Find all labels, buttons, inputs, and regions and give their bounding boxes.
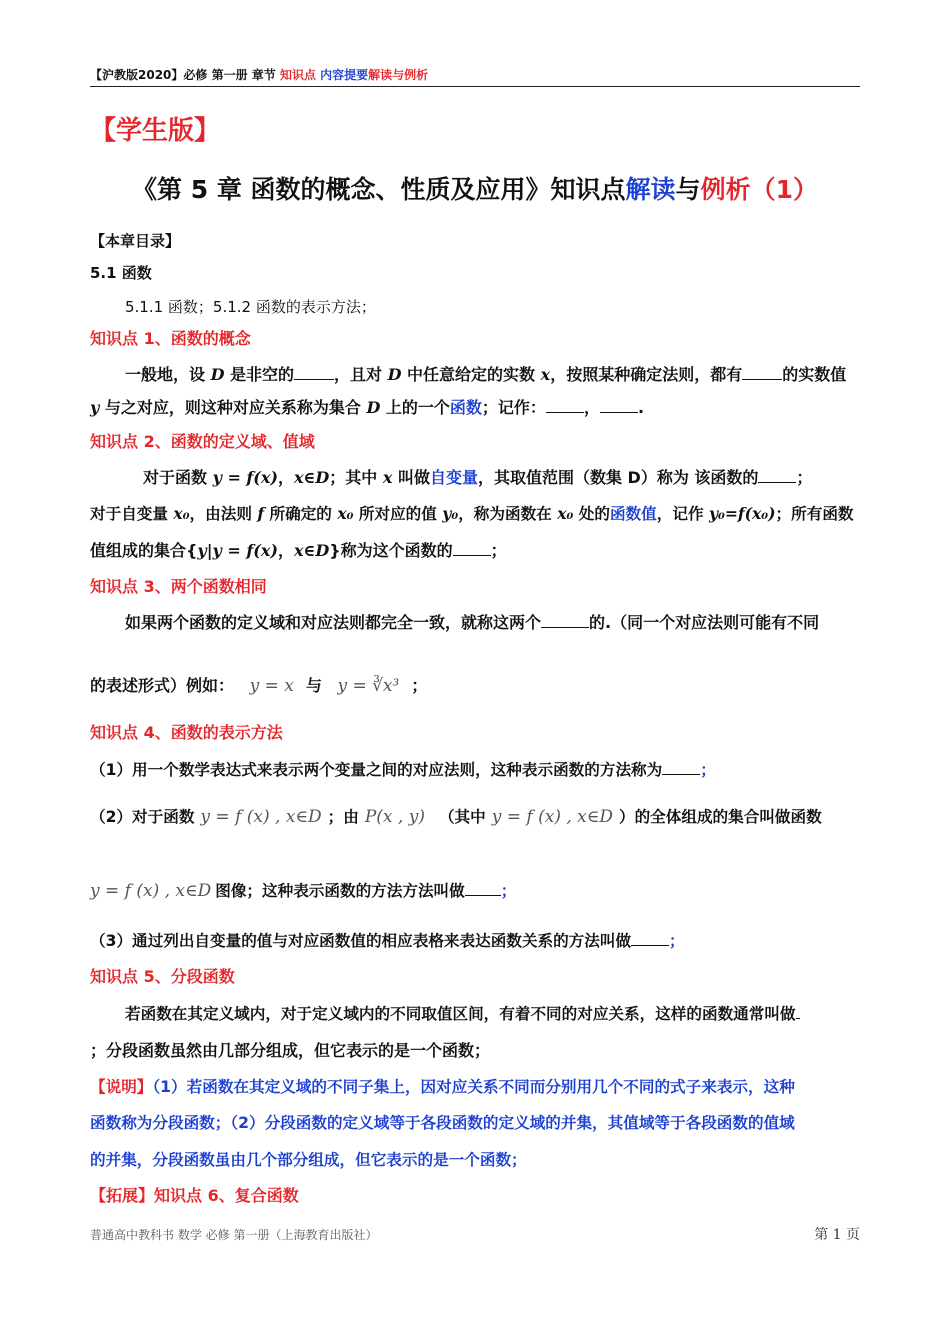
kp2-text: 叫做 (392, 468, 430, 487)
title-part-3: 与 (675, 175, 701, 204)
kp2-math: y = f(x) (212, 468, 278, 487)
kp2-line-1 (143, 467, 913, 489)
kp4-text: （3）通过列出自变量的值与对应函数值的相应表格来表达函数关系的方法叫做 (90, 932, 632, 950)
kp4-text: （其中 (438, 808, 486, 826)
kp1-text: ；记作： (481, 398, 546, 417)
kp1-line-1 (125, 364, 895, 386)
kp1-text: 中任意给定的实数 (401, 365, 541, 384)
kp4-text: 图像；这种表示函数的方法方法叫做 (215, 882, 465, 900)
kp2-text: ； (490, 541, 507, 560)
kp2-line-3 (90, 540, 860, 562)
page-title (90, 170, 860, 206)
kp5-note-1 (90, 1076, 860, 1098)
kp4-item-3 (90, 930, 860, 952)
kp4-item-2-cont (90, 880, 860, 902)
kp2-text: ， (277, 468, 294, 487)
kp4-text: （2）对于函数 (90, 808, 195, 826)
title-part-1: 《第 5 章 函数的概念、性质及应用》知识点 (132, 175, 626, 204)
kp2-term: 自变量 (429, 468, 478, 487)
kp5-note-2: 函数称为分段函数；（2）分段函数的定义域等于各段函数的定义域的并集，其值域等于各段函数的值域 (90, 1114, 795, 1132)
kp1-text: 一般地，设 (125, 365, 211, 384)
page-header (90, 66, 428, 83)
title-part-2: 解读 (625, 175, 676, 204)
kp2-math: y|y = f(x) (197, 541, 278, 560)
kp1-text: ，且对 (334, 365, 388, 384)
kp2-text: ， (277, 541, 294, 560)
note-label: 【说明】 (90, 1078, 153, 1096)
kp1-var: x (540, 365, 551, 384)
kp4-text: ；由 (327, 808, 359, 826)
kp4-math: y = f (x) , x∈D (90, 881, 212, 901)
kp2-math: y₀ (442, 504, 459, 523)
fill-blank[interactable] (294, 365, 334, 380)
kp1-var: D (366, 398, 381, 417)
kp1-line-2 (90, 397, 860, 419)
kp1-text: ，按照某种确定法则，都有 (550, 365, 743, 384)
kp2-text: ； (796, 468, 813, 487)
kp4-math: P(x , y) (364, 807, 425, 827)
kp2-text: ，称为函数在 (458, 505, 558, 523)
kp2-math: x (382, 468, 393, 487)
kp4-math: y = f (x) , x∈D (200, 807, 322, 827)
kp3-text: 与 (305, 676, 322, 695)
fill-blank[interactable] (465, 881, 501, 896)
header-rule (90, 86, 860, 87)
kp2-math: x₀ (337, 504, 354, 523)
kp4-item-2 (90, 806, 860, 828)
header-text-1: 【沪教版2020】必修 第一册 章节 (90, 68, 280, 82)
header-text-2: 知识点 (279, 68, 316, 82)
fill-blank[interactable] (541, 613, 589, 628)
kp2-math: y₀=f(x₀) (708, 504, 776, 523)
kp4-text: ； (500, 882, 517, 900)
fill-blank[interactable] (546, 398, 584, 413)
kp2-heading: 知识点 2、函数的定义域、值域 (90, 432, 315, 451)
kp4-heading: 知识点 4、函数的表示方法 (90, 723, 283, 742)
kp4-math: y = f (x) , x∈D (491, 807, 613, 827)
fill-blank[interactable] (742, 365, 782, 380)
kp5-note-3: 的并集，分段函数虽由几个部分组成，但它表示的是一个函数； (90, 1151, 527, 1169)
kp5-heading: 知识点 5、分段函数 (90, 967, 235, 986)
kp2-term: 函数值 (609, 505, 657, 523)
fill-blank[interactable] (631, 931, 669, 946)
fill-blank[interactable] (453, 541, 491, 556)
kp6-title: 知识点 6、复合函数 (154, 1186, 299, 1205)
kp1-text: 与之对应，则这种对应关系称为集合 (99, 398, 367, 417)
fill-blank[interactable] (796, 1004, 800, 1019)
kp2-text: 对于函数 (143, 468, 213, 487)
kp2-text: }称为这个函数的 (329, 541, 453, 560)
kp4-text: （1）用一个数学表达式来表示两个变量之间的对应法则，这种表示函数的方法称为 (90, 761, 663, 779)
fill-blank[interactable] (758, 468, 796, 483)
toc-heading: 【本章目录】 (90, 232, 181, 250)
title-part-4: 例析（1） (700, 175, 818, 204)
kp4-item-1 (90, 759, 860, 781)
kp3-text: 的表述形式）例如： (90, 676, 235, 695)
kp1-text: ， (583, 398, 600, 417)
kp2-math: x₀ (557, 504, 574, 523)
kp2-line-2 (90, 503, 860, 525)
kp2-math: x∈D (294, 468, 330, 487)
fill-blank[interactable] (600, 398, 638, 413)
kp2-math: f (257, 504, 265, 523)
header-text-4: 解读与例析 (368, 68, 429, 82)
header-text-3: 内容提要 (315, 68, 369, 82)
kp4-text: ； (669, 932, 685, 950)
kp2-text: 所确定的 (264, 505, 338, 523)
toc-subsections: 5.1.1 函数；5.1.2 函数的表示方法； (125, 298, 376, 316)
kp1-var: y (90, 398, 100, 417)
kp3-line-2 (90, 675, 860, 697)
toc-section-text: 5.1 函数 (90, 264, 152, 282)
note-text: （1）若函数在其定义域的不同子集上，因对应关系不同而分别用几个不同的式子来表示，这种 (152, 1078, 795, 1096)
kp6-heading (90, 1185, 860, 1207)
kp3-text: ； (411, 676, 428, 695)
kp2-text: ，由法则 (189, 505, 258, 523)
kp1-heading: 知识点 1、函数的概念 (90, 329, 251, 348)
page-footer: 普通高中教科书 数学 必修 第一册（上海教育出版社） (90, 1228, 378, 1242)
kp2-text: 对于自变量 (90, 505, 174, 523)
kp2-text: 值组成的集合{ (90, 541, 198, 560)
kp3-text: 的.（同一个对应法则可能有不同 (589, 613, 820, 632)
kp3-math: y = x (249, 676, 294, 696)
kp2-math: x∈D (293, 541, 330, 560)
kp1-text: 上的一个 (380, 398, 450, 417)
kp2-text: 所对应的值 (353, 505, 443, 523)
kp2-text: ，记作 (656, 505, 709, 523)
kp3-heading: 知识点 3、两个函数相同 (90, 577, 267, 596)
kp2-math: x₀ (173, 504, 190, 523)
kp5-text: 若函数在其定义域内，对于定义域内的不同取值区间，有着不同的对应关系，这样的函数通常叫做 (125, 1005, 796, 1023)
kp6-prefix: 【拓展】 (90, 1186, 155, 1205)
kp1-text: 是非空的 (224, 365, 295, 384)
toc-section (90, 262, 860, 284)
kp2-text: ；所有函数 (775, 505, 854, 523)
page-number: 第 1 页 (814, 1227, 860, 1243)
kp3-line-1 (125, 612, 895, 634)
fill-blank[interactable] (662, 760, 700, 775)
kp4-text: ）的全体组成的集合叫做函数 (618, 808, 822, 826)
kp1-var: D (210, 365, 225, 384)
kp2-text: 处的 (573, 505, 610, 523)
kp1-text: . (637, 398, 645, 417)
kp5-line-2: ；分段函数虽然由几部分组成，但它表示的是一个函数； (90, 1041, 491, 1060)
kp5-line-1 (125, 1003, 895, 1025)
kp1-text: 的实数值 (782, 365, 847, 384)
kp1-var: D (387, 365, 402, 384)
edition-label: 【学生版】 (90, 116, 221, 146)
kp3-math: y = ∛x³ (337, 676, 400, 696)
kp2-text: ；其中 (329, 468, 383, 487)
kp4-text: ； (700, 761, 716, 779)
kp3-text: 如果两个函数的定义域和对应法则都完全一致，就称这两个 (125, 613, 542, 632)
kp1-term: 函数 (449, 398, 482, 417)
kp2-text: ，其取值范围（数集 D）称为 该函数的 (477, 468, 759, 487)
